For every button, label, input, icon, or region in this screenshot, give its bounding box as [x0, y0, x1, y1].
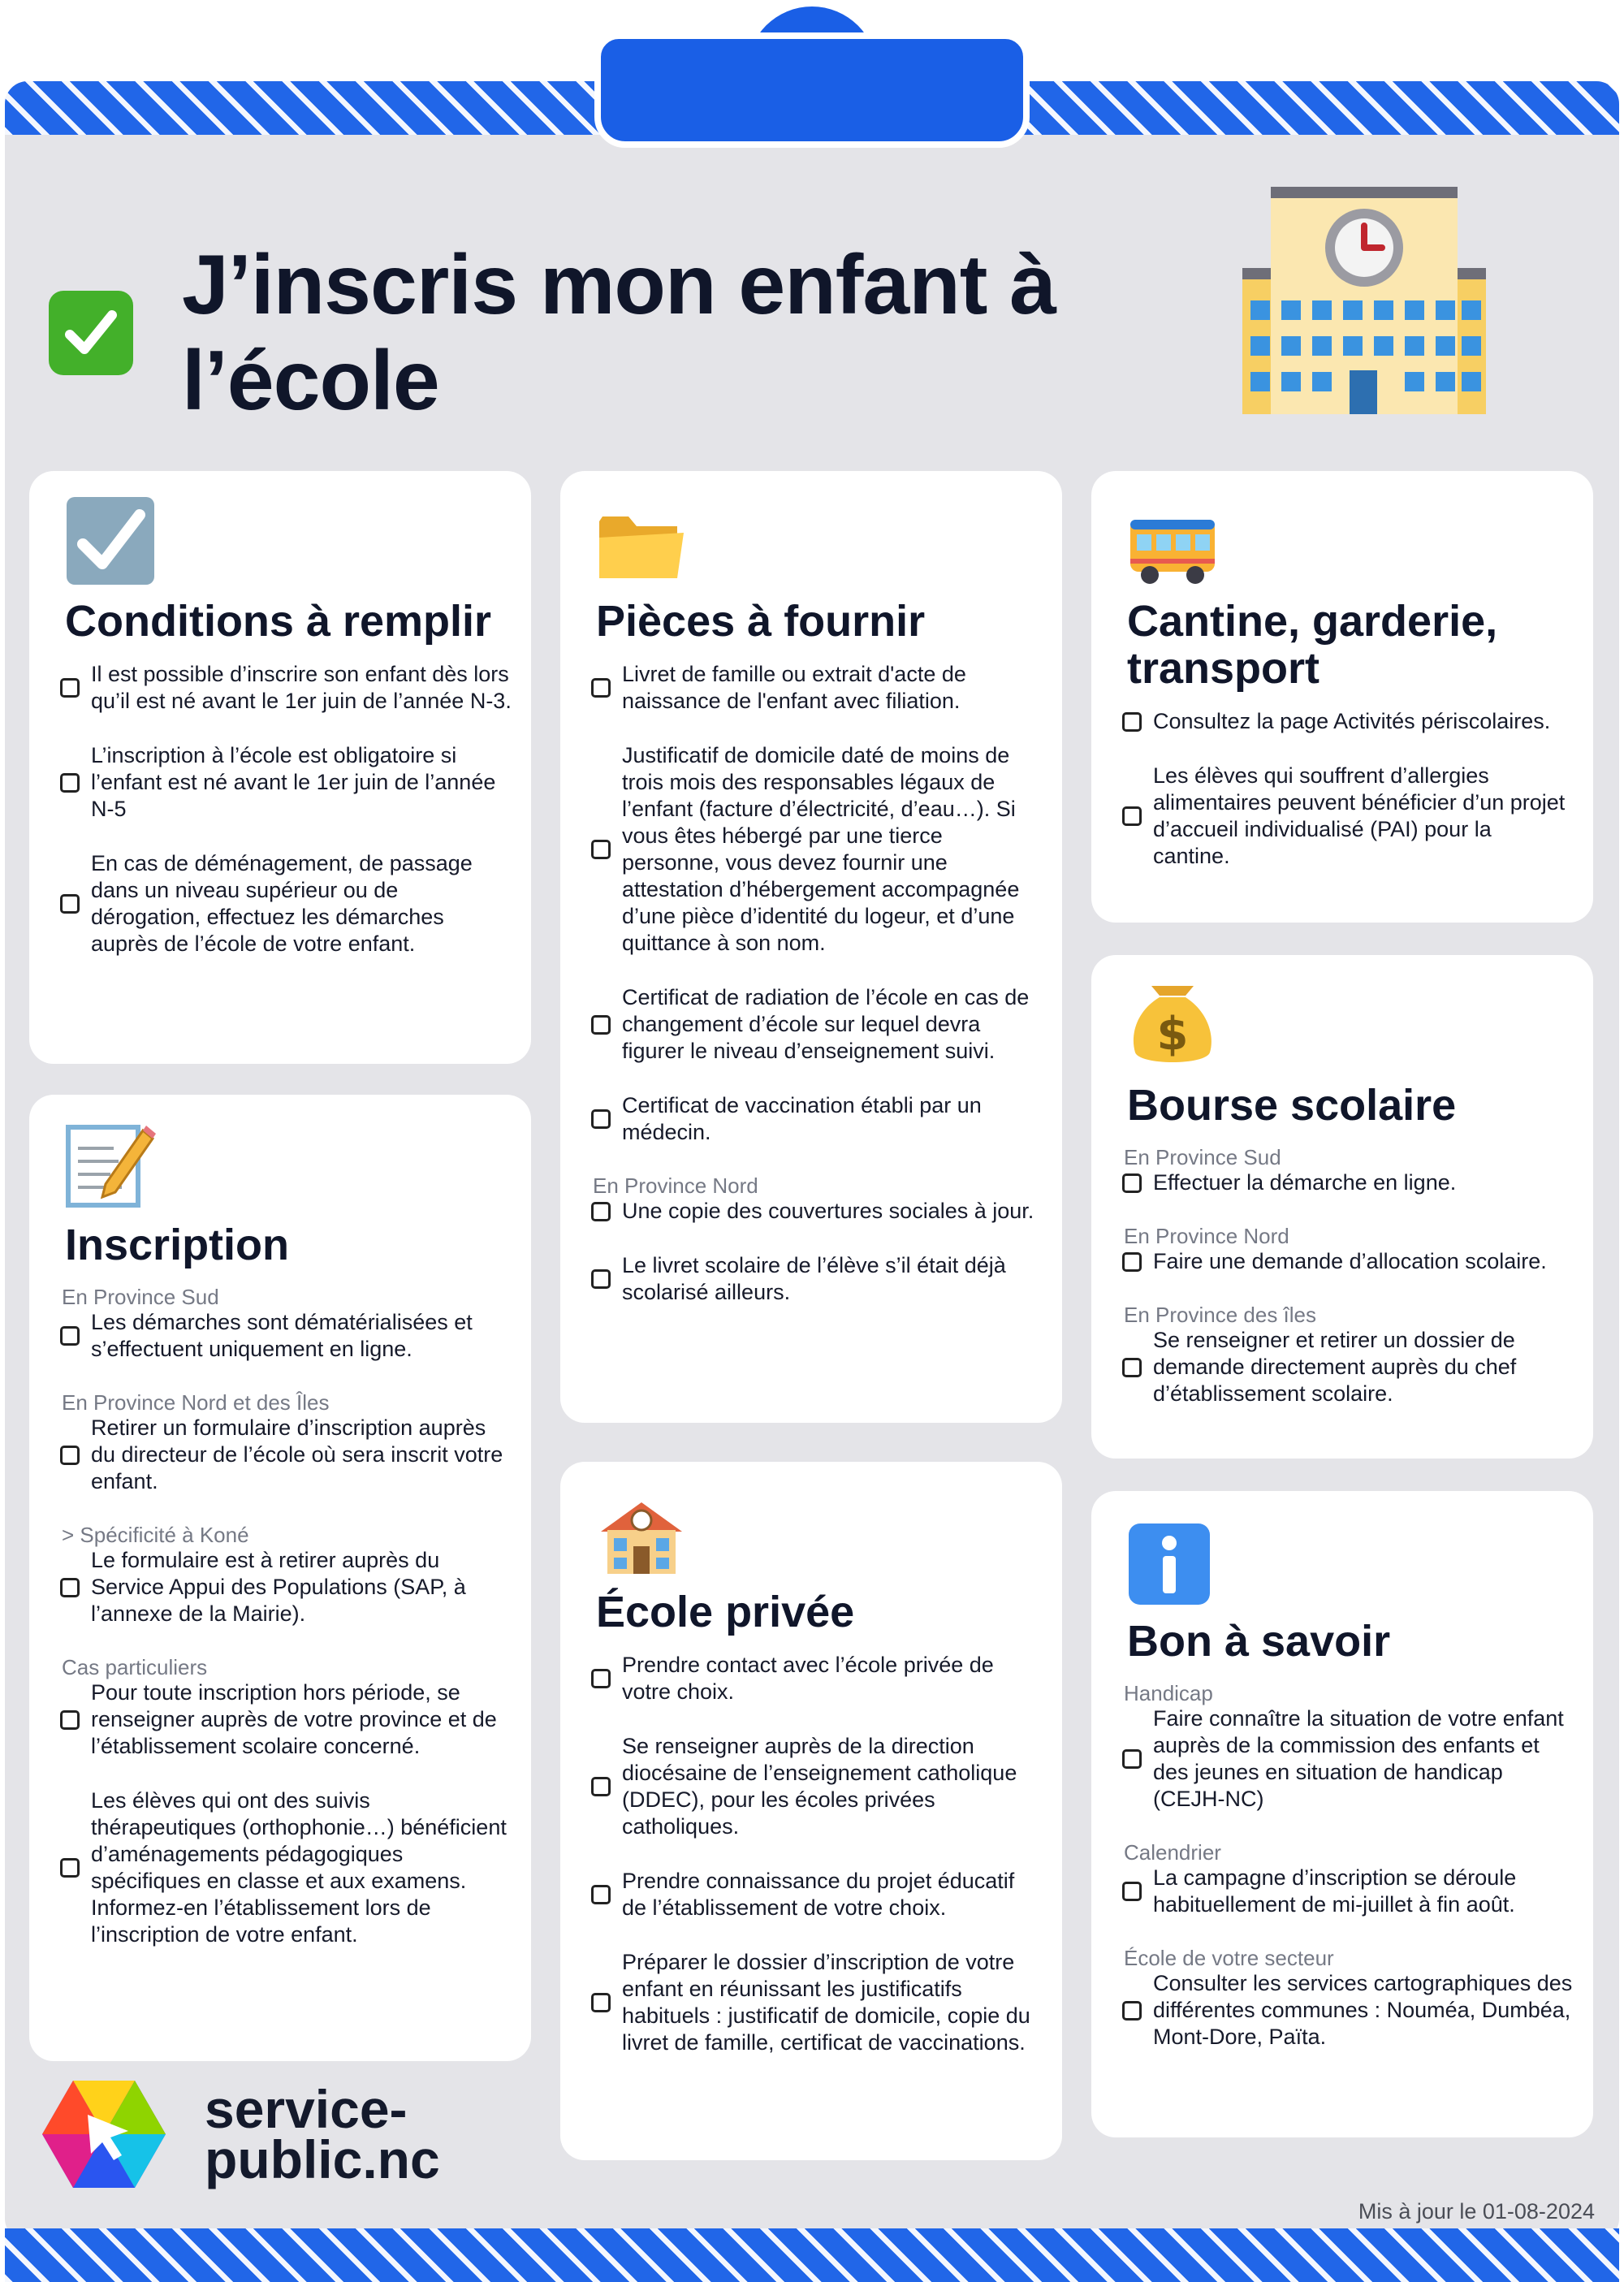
memo-pencil-icon	[49, 1113, 512, 1210]
brand-name: service- public.nc	[205, 2079, 440, 2189]
card-conditions	[29, 471, 531, 1064]
card-title: Conditions à remplir	[65, 597, 492, 646]
checkbox[interactable]	[1122, 806, 1142, 826]
card-title: Cantine, garderie, transport	[1127, 597, 1498, 693]
subheading: En Province Nord	[593, 1173, 758, 1198]
card-bourse	[1091, 955, 1593, 1459]
subheading: École de votre secteur	[1124, 1946, 1334, 1970]
list-item[interactable]: Le livret scolaire de l’élève s’il était déjà scolarisé ailleurs.	[580, 1252, 1043, 1306]
subheading: En Province Nord	[1124, 1224, 1289, 1248]
header	[49, 227, 1186, 439]
checkbox[interactable]	[1122, 1882, 1142, 1901]
money-bag-icon	[1111, 973, 1574, 1070]
list-item[interactable]: Les élèves qui ont des suivis thérapeutiques (orthophonie…) bénéficient d’aménagements pédagogiques spécifiques en classe et aux examens. Informez-en l’établissement lors de l’inscription de votre enfant.	[49, 1787, 512, 1948]
bottom-stripe-border	[5, 2228, 1619, 2282]
list-item[interactable]: L’inscription à l’école est obligatoire si l’enfant est né avant le 1er juin de l’année N-5	[49, 742, 512, 823]
checkbox[interactable]	[591, 678, 611, 698]
list-item[interactable]: Consulter les services cartographiques des différentes communes : Nouméa, Dumbéa, Mont-Dore, Païta.	[1111, 1970, 1574, 2051]
card-cantine	[1091, 471, 1593, 923]
subheading: Handicap	[1124, 1681, 1213, 1705]
list-item[interactable]: Livret de famille ou extrait d'acte de naissance de l'enfant avec filiation.	[580, 661, 1043, 715]
checkbox[interactable]	[1122, 712, 1142, 732]
subheading: En Province des îles	[1124, 1303, 1317, 1327]
checkbox-icon	[49, 489, 512, 586]
checkbox[interactable]	[60, 1710, 80, 1730]
checkbox[interactable]	[591, 1202, 611, 1221]
subheading: En Province Sud	[62, 1285, 219, 1309]
checkbox[interactable]	[591, 840, 611, 859]
checkbox[interactable]	[591, 1669, 611, 1688]
list-item[interactable]: Prendre contact avec l’école privée de votre choix.	[580, 1652, 1043, 1705]
service-public-logo-icon	[41, 2079, 167, 2189]
checkbox[interactable]	[60, 1578, 80, 1597]
card-pieces	[560, 471, 1062, 1423]
list-item[interactable]: Les élèves qui souffrent d’allergies alimentaires peuvent bénéficier d’un projet d’accueil individualisé (PAI) pour la cantine.	[1111, 763, 1574, 870]
page-title: J’inscris mon enfant à l’école	[182, 238, 1056, 428]
subheading: Cas particuliers	[62, 1655, 208, 1679]
check-mark-button-icon	[49, 291, 133, 375]
bus-icon	[1111, 489, 1574, 586]
checkbox[interactable]	[1122, 1358, 1142, 1377]
list-item[interactable]: Pour toute inscription hors période, se renseigner auprès de votre province et de l’établissement scolaire concerné.	[49, 1679, 512, 1760]
checkbox[interactable]	[591, 1269, 611, 1289]
subheading: En Province Nord et des Îles	[62, 1390, 330, 1415]
list-item[interactable]: Justificatif de domicile daté de moins de trois mois des responsables légaux de l’enfant (facture d’électricité, d’eau…). Si vous êtes hébergé par une tierce personne, vous devez fournir une attestation d’hébergement accompagnée d’une pièce d’identité du logeur, et d’une quittance à son nom.	[580, 742, 1043, 957]
card-title: École privée	[596, 1588, 855, 1636]
list-item[interactable]: En cas de déménagement, de passage dans un niveau supérieur ou de dérogation, effectuez les démarches auprès de l’école de votre enfant.	[49, 850, 512, 957]
information-icon	[1111, 1509, 1574, 1606]
updated-date: Mis à jour le 01-08-2024	[1358, 2199, 1595, 2224]
list-item[interactable]: Préparer le dossier d’inscription de votre enfant en réunissant les justificatifs habituels : justificatif de domicile, copie du livret de famille, certificat de vaccinations.	[580, 1949, 1043, 2056]
checkbox[interactable]	[60, 773, 80, 793]
checkbox[interactable]	[1122, 2001, 1142, 2021]
folder-icon	[580, 489, 1043, 586]
school-house-icon	[580, 1480, 1043, 1577]
checkbox[interactable]	[1122, 1749, 1142, 1769]
checkbox[interactable]	[1122, 1173, 1142, 1193]
subheading: En Province Sud	[1124, 1145, 1281, 1169]
subheading: Calendrier	[1124, 1840, 1221, 1865]
card-title: Pièces à fournir	[596, 597, 926, 646]
checkbox[interactable]	[60, 1446, 80, 1465]
list-item[interactable]: Consultez la page Activités périscolaires.	[1111, 708, 1574, 735]
checkbox[interactable]	[591, 1885, 611, 1904]
list-item[interactable]: Effectuer la démarche en ligne.	[1111, 1169, 1574, 1196]
school-building-icon	[1242, 187, 1486, 430]
checkbox[interactable]	[60, 1858, 80, 1878]
checkbox[interactable]	[60, 1326, 80, 1346]
list-item[interactable]: Se renseigner et retirer un dossier de demande directement auprès du chef d’établissement scolaire.	[1111, 1327, 1574, 1407]
checkbox[interactable]	[591, 1109, 611, 1129]
list-item[interactable]: La campagne d’inscription se déroule habituellement de mi-juillet à fin août.	[1111, 1865, 1574, 1918]
card-title: Bourse scolaire	[1127, 1081, 1457, 1130]
card-bon-a-savoir	[1091, 1491, 1593, 2137]
card-inscription	[29, 1095, 531, 2061]
checkbox[interactable]	[591, 1993, 611, 2012]
list-item[interactable]: Les démarches sont dématérialisées et s’effectuent uniquement en ligne.	[49, 1309, 512, 1363]
checkbox[interactable]	[60, 678, 80, 698]
checkbox[interactable]	[591, 1015, 611, 1035]
list-item[interactable]: Il est possible d’inscrire son enfant dès lors qu’il est né avant le 1er juin de l’année N-3.	[49, 661, 512, 715]
list-item[interactable]: Le formulaire est à retirer auprès du Service Appui des Populations (SAP, à l’annexe de la Mairie).	[49, 1547, 512, 1627]
card-title: Inscription	[65, 1221, 290, 1269]
subheading: > Spécificité à Koné	[62, 1523, 249, 1547]
list-item[interactable]: Faire connaître la situation de votre enfant auprès de la commission des enfants et des jeunes en situation de handicap (CEJH-NC)	[1111, 1705, 1574, 1813]
card-title: Bon à savoir	[1127, 1617, 1391, 1666]
checkbox[interactable]	[1122, 1252, 1142, 1272]
list-item[interactable]: Certificat de vaccination établi par un médecin.	[580, 1092, 1043, 1146]
list-item[interactable]: Faire une demande d’allocation scolaire.	[1111, 1248, 1574, 1275]
list-item[interactable]: Certificat de radiation de l’école en cas de changement d’école sur lequel devra figurer le niveau d’enseignement suivi.	[580, 984, 1043, 1065]
list-item[interactable]: Se renseigner auprès de la direction diocésaine de l’enseignement catholique (DDEC), pour les écoles privées catholiques.	[580, 1733, 1043, 1840]
list-item[interactable]: Une copie des couvertures sociales à jour.	[580, 1198, 1043, 1225]
brand-logo[interactable]	[41, 2079, 440, 2189]
checkbox[interactable]	[591, 1777, 611, 1796]
card-ecole-privee	[560, 1462, 1062, 2160]
svg-text:$: $	[1156, 1008, 1189, 1061]
list-item[interactable]: Prendre connaissance du projet éducatif de l’établissement de votre choix.	[580, 1868, 1043, 1921]
checkbox[interactable]	[60, 894, 80, 914]
list-item[interactable]: Retirer un formulaire d’inscription auprès du directeur de l’école où sera inscrit votre enfant.	[49, 1415, 512, 1495]
